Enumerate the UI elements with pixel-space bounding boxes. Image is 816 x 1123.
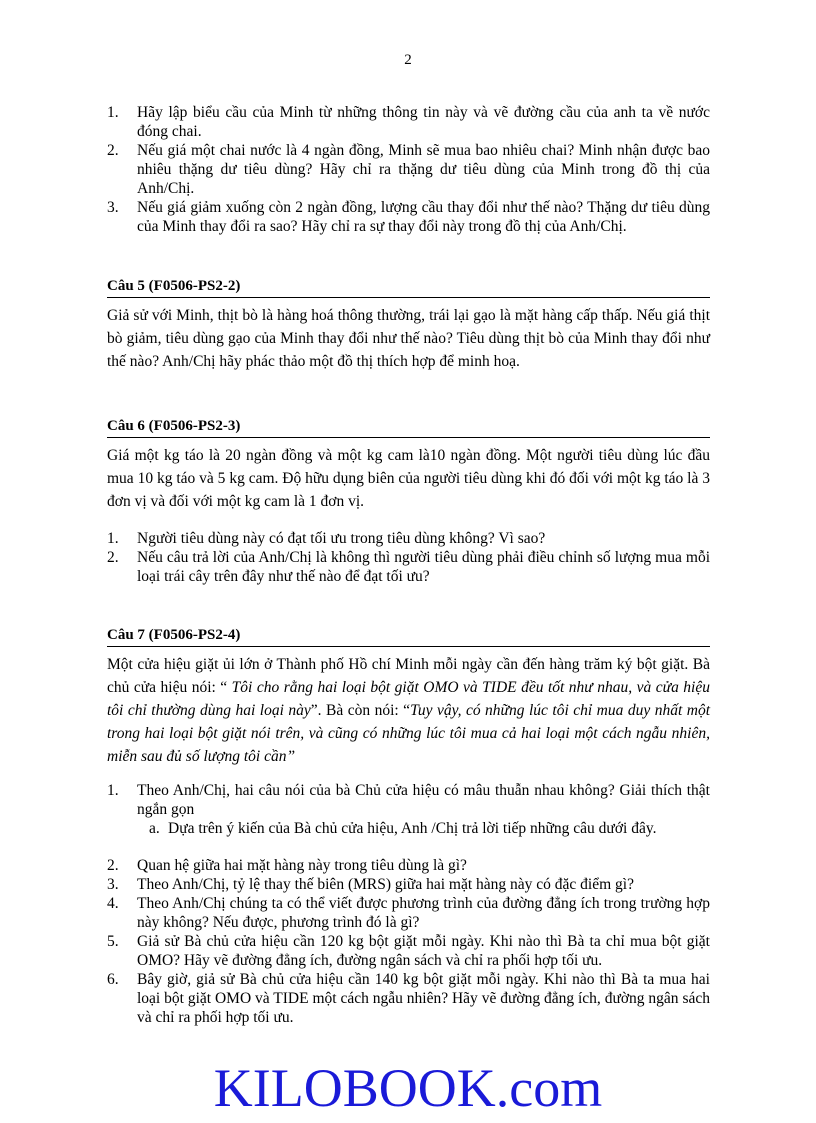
q6-list (107, 529, 710, 586)
list-item: a. Dựa trên ý kiến của Bà chủ cửa hiệu, Anh /Chị trả lời tiếp những câu dưới đây. (149, 820, 657, 837)
q7-list-first (107, 781, 710, 838)
list-item: 5. Giả sử Bà chủ cửa hiệu cần 120 kg bột giặt mỗi ngày. Khi nào thì Bà ta chỉ mua bột giặt OMO? Hãy vẽ đường đẳng ích, đường ngân sách và chỉ ra phối hợp tối ưu. (107, 933, 710, 969)
page-number: 2 (404, 52, 412, 68)
list-item: 6. Bây giờ, giả sử Bà chủ cửa hiệu cần 140 kg bột giặt mỗi ngày. Khi nào thì Bà ta mua hai loại bột giặt OMO và TIDE một cách ngẫu nhiên? Hãy vẽ đường đẳng ích, đường ngân sách và chỉ ra phối hợp tối ưu. (107, 971, 710, 1026)
intro-question-list (107, 103, 710, 236)
list-item: 2. Nếu giá một chai nước là 4 ngàn đồng, Minh sẽ mua bao nhiêu chai? Minh nhận được bao nhiêu thặng dư tiêu dùng? Hãy chỉ ra thặng dư tiêu dùng của Minh trong đồ thị của Anh/Chị. (107, 142, 710, 197)
q6-heading: Câu 6 (F0506-PS2-3) (107, 418, 710, 438)
q7-paragraph: Một cửa hiệu giặt ủi lớn ở Thành phố Hồ chí Minh mỗi ngày cần đến hàng trăm ký bột giặt. Bà chủ cửa hiệu nói: “ Tôi cho rằng hai loại bột giặt OMO và TIDE đều tốt như nhau, và cửa hiệu tôi chỉ thường dùng hai loại này”. Bà còn nói: “Tuy vậy, có những lúc tôi chỉ mua duy nhất một trong hai loại bột giặt nói trên, và cũng có những lúc tôi mua cả hai loại một cách ngẫu nhiên, miễn sau đủ số lượng tôi cần” (107, 656, 710, 765)
list-item: 1. Theo Anh/Chị, hai câu nói của bà Chủ cửa hiệu có mâu thuẫn nhau không? Giải thích thật ngắn gọn a. Dựa trên ý kiến của Bà chủ cửa hiệu, Anh /Chị trả lời tiếp những câu dưới đây. (107, 782, 710, 837)
q7-list-rest (107, 856, 710, 1027)
q7-heading: Câu 7 (F0506-PS2-4) (107, 627, 710, 647)
list-item: 1. Hãy lập biểu cầu của Minh từ những thông tin này và vẽ đường cầu của anh ta về nước đóng chai. (107, 104, 710, 140)
q7-sublist (149, 819, 710, 838)
q5-heading: Câu 5 (F0506-PS2-2) (107, 278, 710, 298)
q5-paragraph: Giả sử với Minh, thịt bò là hàng hoá thông thường, trái lại gạo là mặt hàng cấp thấp. Nếu giá thịt bò giảm, tiêu dùng gạo của Minh thay đổi như thế nào? Tiêu dùng thịt bò của Minh thay đổi như thế nào? Anh/Chị hãy phác thảo một đồ thị thích hợp để minh hoạ. (107, 307, 710, 370)
list-item: 2. Nếu câu trả lời của Anh/Chị là không thì người tiêu dùng phải điều chỉnh số lượng mua mỗi loại trái cây trên đây như thế nào để đạt tối ưu? (107, 549, 710, 585)
list-item: 3. Theo Anh/Chị, tỷ lệ thay thế biên (MRS) giữa hai mặt hàng này có đặc điểm gì? (107, 876, 634, 893)
list-item: 1. Người tiêu dùng này có đạt tối ưu trong tiêu dùng không? Vì sao? (107, 530, 546, 547)
kilobook-watermark: KILOBOOK.com (213, 1058, 603, 1118)
list-item: 2. Quan hệ giữa hai mặt hàng này trong tiêu dùng là gì? (107, 857, 467, 874)
q6-paragraph: Giá một kg táo là 20 ngàn đồng và một kg cam là10 ngàn đồng. Một người tiêu dùng lúc đầu mua 10 kg táo và 5 kg cam. Độ hữu dụng biên của người tiêu dùng khi đó đối với một kg táo là 3 đơn vị và đối với một kg cam là 1 đơn vị. (107, 447, 710, 510)
list-item: 4. Theo Anh/Chị chúng ta có thể viết được phương trình của đường đẳng ích trong trường hợp này không? Nếu được, phương trình đó là gì? (107, 895, 710, 931)
list-item: 3. Nếu giá giảm xuống còn 2 ngàn đồng, lượng cầu thay đổi như thế nào? Thặng dư tiêu dùng của Minh thay đổi ra sao? Hãy chỉ ra sự thay đổi này trong đồ thị của Anh/Chị. (107, 199, 710, 235)
